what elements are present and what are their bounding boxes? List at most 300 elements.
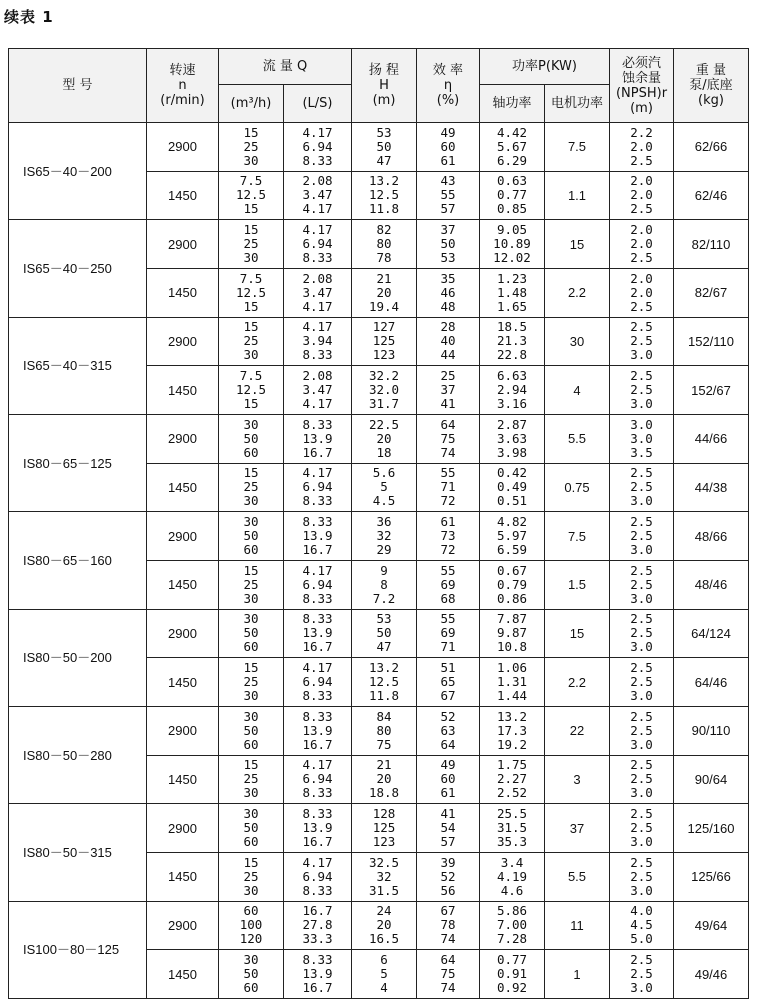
head-value: 32 xyxy=(376,528,392,544)
flow-m3h-value: 15 xyxy=(243,298,259,314)
npsh-value: 2.5 xyxy=(630,528,653,544)
flow-ls-value: 2.08 xyxy=(302,173,333,189)
flow-ls-value: 6.94 xyxy=(302,576,333,592)
motor-power-cell: 22 xyxy=(545,706,610,755)
head-value: 78 xyxy=(376,250,392,266)
flow-m3h-value: 50 xyxy=(243,966,259,982)
efficiency-value: 25 xyxy=(440,368,456,384)
efficiency-value: 49 xyxy=(440,124,456,140)
efficiency-cell xyxy=(417,268,480,317)
head-value: 29 xyxy=(376,542,392,558)
flow-ls-cell xyxy=(284,414,352,463)
efficiency-value: 64 xyxy=(440,736,456,752)
head-value: 13.2 xyxy=(368,660,400,676)
head-value: 8 xyxy=(380,576,388,592)
flow-ls-value: 3.47 xyxy=(302,187,333,203)
shaft-power-value: 2.87 xyxy=(496,416,528,432)
npsh-value: 2.5 xyxy=(630,562,653,578)
flow-m3h-value: 60 xyxy=(243,736,259,752)
head-value: 47 xyxy=(376,152,392,168)
head-value: 24 xyxy=(376,903,392,919)
shaft-power-cell xyxy=(480,804,545,853)
flow-m3h-value: 15 xyxy=(243,201,259,217)
npsh-value: 2.5 xyxy=(630,333,653,349)
weight-cell: 82/110 xyxy=(674,220,749,269)
motor-power-cell: 5.5 xyxy=(545,414,610,463)
shaft-power-value: 6.59 xyxy=(496,542,528,558)
header-npsh-line4: (m) xyxy=(630,100,653,116)
flow-m3h-value: 7.5 xyxy=(239,368,263,384)
flow-ls-value: 3.47 xyxy=(302,284,333,300)
npsh-cell xyxy=(610,414,674,463)
flow-ls-cell xyxy=(284,950,352,999)
head-value: 47 xyxy=(376,639,392,655)
head-cell xyxy=(352,512,417,561)
motor-power-cell: 7.5 xyxy=(545,512,610,561)
flow-m3h-value: 7.5 xyxy=(239,173,263,189)
flow-ls-value: 8.33 xyxy=(302,611,333,627)
efficiency-value: 69 xyxy=(440,625,456,641)
efficiency-value: 49 xyxy=(440,757,456,773)
efficiency-value: 54 xyxy=(440,820,456,836)
weight-cell: 152/67 xyxy=(674,366,749,415)
shaft-power-cell xyxy=(480,560,545,609)
shaft-power-cell xyxy=(480,414,545,463)
flow-ls-value: 6.94 xyxy=(302,674,333,690)
shaft-power-cell xyxy=(480,755,545,804)
shaft-power-value: 4.19 xyxy=(496,868,528,884)
flow-m3h-value: 50 xyxy=(243,722,259,738)
flow-ls-value: 16.7 xyxy=(302,542,333,558)
speed-cell: 1450 xyxy=(147,463,219,512)
table-row xyxy=(9,123,749,172)
flow-m3h-value: 7.5 xyxy=(239,270,263,286)
head-value: 123 xyxy=(372,834,396,850)
npsh-value: 4.0 xyxy=(630,903,653,919)
model-cell: IS80－50－315 xyxy=(9,804,147,901)
flow-m3h-cell xyxy=(219,220,284,269)
flow-ls-value: 33.3 xyxy=(302,931,333,947)
motor-power-cell: 2.2 xyxy=(545,268,610,317)
table-row xyxy=(9,804,749,853)
shaft-power-cell xyxy=(480,852,545,901)
flow-m3h-value: 60 xyxy=(243,903,259,919)
weight-cell: 82/67 xyxy=(674,268,749,317)
head-cell xyxy=(352,658,417,707)
shaft-power-value: 1.48 xyxy=(496,284,528,300)
head-value: 32.0 xyxy=(368,382,400,398)
flow-m3h-value: 30 xyxy=(243,152,259,168)
npsh-cell xyxy=(610,609,674,658)
header-motor-power: 电机功率 xyxy=(545,85,610,123)
head-value: 50 xyxy=(376,138,392,154)
npsh-cell xyxy=(610,123,674,172)
efficiency-value: 39 xyxy=(440,854,456,870)
shaft-power-cell xyxy=(480,609,545,658)
weight-cell: 49/64 xyxy=(674,901,749,950)
head-value: 9 xyxy=(380,562,388,578)
efficiency-value: 41 xyxy=(440,396,456,412)
npsh-value: 2.5 xyxy=(630,611,653,627)
head-cell xyxy=(352,171,417,220)
efficiency-cell xyxy=(417,463,480,512)
head-value: 32.5 xyxy=(368,854,400,870)
npsh-cell xyxy=(610,268,674,317)
head-cell xyxy=(352,366,417,415)
npsh-value: 2.0 xyxy=(630,236,653,252)
weight-cell: 48/66 xyxy=(674,512,749,561)
flow-m3h-value: 30 xyxy=(243,952,259,968)
efficiency-value: 75 xyxy=(440,430,456,446)
speed-cell: 2900 xyxy=(147,901,219,950)
shaft-power-value: 18.5 xyxy=(496,319,528,335)
head-value: 125 xyxy=(372,820,396,836)
flow-ls-cell xyxy=(284,901,352,950)
head-cell xyxy=(352,901,417,950)
head-cell xyxy=(352,317,417,366)
model-cell: IS65－40－200 xyxy=(9,123,147,220)
flow-ls-value: 8.33 xyxy=(302,514,333,530)
flow-ls-value: 13.9 xyxy=(302,430,333,446)
efficiency-value: 37 xyxy=(440,222,456,238)
flow-m3h-value: 15 xyxy=(243,396,259,412)
motor-power-cell: 0.75 xyxy=(545,463,610,512)
head-value: 53 xyxy=(376,611,392,627)
header-model: 型 号 xyxy=(9,49,147,123)
head-value: 11.8 xyxy=(368,688,400,704)
head-value: 20 xyxy=(376,771,392,787)
head-value: 12.5 xyxy=(368,674,400,690)
weight-cell: 44/38 xyxy=(674,463,749,512)
efficiency-value: 48 xyxy=(440,298,456,314)
efficiency-cell xyxy=(417,804,480,853)
flow-ls-value: 8.33 xyxy=(302,493,333,509)
head-value: 36 xyxy=(376,514,392,530)
speed-cell: 1450 xyxy=(147,560,219,609)
efficiency-cell xyxy=(417,220,480,269)
flow-ls-value: 8.33 xyxy=(302,152,333,168)
head-value: 20 xyxy=(376,917,392,933)
shaft-power-value: 19.2 xyxy=(496,736,528,752)
shaft-power-value: 7.87 xyxy=(496,611,528,627)
flow-m3h-value: 60 xyxy=(243,834,259,850)
flow-m3h-value: 30 xyxy=(243,882,259,898)
npsh-value: 2.5 xyxy=(630,368,653,384)
flow-m3h-value: 15 xyxy=(243,854,259,870)
weight-cell: 62/66 xyxy=(674,123,749,172)
shaft-power-value: 1.31 xyxy=(496,674,528,690)
shaft-power-value: 0.42 xyxy=(496,465,528,481)
efficiency-value: 61 xyxy=(440,785,456,801)
shaft-power-value: 12.02 xyxy=(493,250,531,266)
table-header xyxy=(9,49,749,123)
flow-ls-value: 16.7 xyxy=(302,980,333,996)
efficiency-value: 67 xyxy=(440,903,456,919)
flow-ls-value: 3.94 xyxy=(302,333,333,349)
efficiency-cell xyxy=(417,950,480,999)
shaft-power-value: 0.51 xyxy=(496,493,528,509)
npsh-value: 2.5 xyxy=(630,868,653,884)
npsh-value: 2.5 xyxy=(630,966,653,982)
weight-cell: 64/46 xyxy=(674,658,749,707)
npsh-value: 3.0 xyxy=(630,882,653,898)
shaft-power-cell xyxy=(480,171,545,220)
flow-m3h-value: 60 xyxy=(243,444,259,460)
table-row xyxy=(9,414,749,463)
header-flow-ls: (L/S) xyxy=(284,85,352,123)
npsh-value: 2.5 xyxy=(630,820,653,836)
head-value: 32.2 xyxy=(368,368,400,384)
flow-ls-value: 4.17 xyxy=(302,396,333,412)
flow-m3h-value: 12.5 xyxy=(235,284,267,300)
npsh-value: 3.0 xyxy=(630,639,653,655)
efficiency-value: 28 xyxy=(440,319,456,335)
shaft-power-value: 2.27 xyxy=(496,771,528,787)
flow-ls-cell xyxy=(284,220,352,269)
weight-cell: 125/66 xyxy=(674,852,749,901)
flow-m3h-value: 60 xyxy=(243,980,259,996)
shaft-power-cell xyxy=(480,901,545,950)
flow-ls-cell xyxy=(284,755,352,804)
flow-m3h-value: 30 xyxy=(243,611,259,627)
npsh-value: 2.5 xyxy=(630,250,653,266)
efficiency-value: 60 xyxy=(440,771,456,787)
flow-m3h-value: 12.5 xyxy=(235,187,267,203)
weight-cell: 49/46 xyxy=(674,950,749,999)
header-speed-line2: n xyxy=(178,78,187,93)
header-weight-line1: 重 量 xyxy=(695,63,727,78)
speed-cell: 2900 xyxy=(147,706,219,755)
flow-m3h-value: 25 xyxy=(243,771,259,787)
flow-m3h-value: 30 xyxy=(243,708,259,724)
flow-ls-value: 16.7 xyxy=(302,903,333,919)
flow-m3h-value: 30 xyxy=(243,785,259,801)
table-row xyxy=(9,609,749,658)
npsh-value: 2.5 xyxy=(630,298,653,314)
npsh-value: 2.5 xyxy=(630,757,653,773)
efficiency-value: 74 xyxy=(440,931,456,947)
speed-cell: 1450 xyxy=(147,950,219,999)
npsh-value: 2.5 xyxy=(630,201,653,217)
npsh-cell xyxy=(610,755,674,804)
npsh-value: 2.5 xyxy=(630,625,653,641)
flow-m3h-value: 12.5 xyxy=(235,382,267,398)
flow-ls-cell xyxy=(284,512,352,561)
flow-m3h-value: 50 xyxy=(243,528,259,544)
flow-m3h-value: 30 xyxy=(243,590,259,606)
head-value: 5 xyxy=(380,966,388,982)
model-cell: IS80－65－125 xyxy=(9,414,147,511)
head-value: 13.2 xyxy=(368,173,400,189)
flow-ls-cell xyxy=(284,560,352,609)
efficiency-cell xyxy=(417,901,480,950)
head-value: 80 xyxy=(376,722,392,738)
npsh-value: 2.0 xyxy=(630,138,653,154)
shaft-power-value: 2.94 xyxy=(496,382,528,398)
shaft-power-value: 25.5 xyxy=(496,806,528,822)
flow-m3h-value: 60 xyxy=(243,639,259,655)
flow-m3h-value: 25 xyxy=(243,236,259,252)
header-head-line1: 扬 程 xyxy=(368,63,400,78)
flow-ls-value: 4.17 xyxy=(302,562,333,578)
flow-m3h-value: 30 xyxy=(243,493,259,509)
head-value: 125 xyxy=(372,333,396,349)
efficiency-cell xyxy=(417,658,480,707)
speed-cell: 2900 xyxy=(147,609,219,658)
motor-power-cell: 11 xyxy=(545,901,610,950)
flow-ls-value: 4.17 xyxy=(302,465,333,481)
efficiency-cell xyxy=(417,366,480,415)
flow-ls-value: 8.33 xyxy=(302,416,333,432)
flow-m3h-value: 100 xyxy=(239,917,263,933)
efficiency-value: 50 xyxy=(440,236,456,252)
npsh-value: 3.5 xyxy=(630,444,653,460)
flow-m3h-value: 30 xyxy=(243,347,259,363)
efficiency-value: 65 xyxy=(440,674,456,690)
shaft-power-value: 13.2 xyxy=(496,708,528,724)
head-cell xyxy=(352,220,417,269)
motor-power-cell: 2.2 xyxy=(545,658,610,707)
npsh-value: 5.0 xyxy=(630,931,653,947)
npsh-value: 2.0 xyxy=(630,284,653,300)
efficiency-cell xyxy=(417,414,480,463)
efficiency-value: 55 xyxy=(440,465,456,481)
npsh-value: 3.0 xyxy=(630,347,653,363)
shaft-power-value: 2.52 xyxy=(496,785,528,801)
npsh-value: 2.5 xyxy=(630,465,653,481)
flow-m3h-cell xyxy=(219,463,284,512)
shaft-power-cell xyxy=(480,512,545,561)
head-cell xyxy=(352,706,417,755)
speed-cell: 2900 xyxy=(147,804,219,853)
speed-cell: 2900 xyxy=(147,414,219,463)
model-cell: IS80－65－160 xyxy=(9,512,147,609)
flow-m3h-value: 25 xyxy=(243,333,259,349)
flow-m3h-value: 15 xyxy=(243,319,259,335)
speed-cell: 1450 xyxy=(147,852,219,901)
header-weight-line2: 泵/底座 xyxy=(689,78,733,93)
flow-m3h-value: 25 xyxy=(243,576,259,592)
flow-ls-cell xyxy=(284,366,352,415)
efficiency-value: 69 xyxy=(440,576,456,592)
flow-m3h-cell xyxy=(219,414,284,463)
head-value: 12.5 xyxy=(368,187,400,203)
model-cell: IS80－50－200 xyxy=(9,609,147,706)
flow-m3h-cell xyxy=(219,609,284,658)
header-npsh-line1: 必须汽 xyxy=(621,55,661,71)
npsh-value: 2.5 xyxy=(630,722,653,738)
shaft-power-value: 0.92 xyxy=(496,980,528,996)
efficiency-cell xyxy=(417,755,480,804)
header-npsh-line3: (NPSH)r xyxy=(615,85,668,101)
flow-ls-value: 6.94 xyxy=(302,771,333,787)
table-row xyxy=(9,317,749,366)
table-row xyxy=(9,706,749,755)
npsh-value: 3.0 xyxy=(630,396,653,412)
flow-m3h-cell xyxy=(219,512,284,561)
efficiency-cell xyxy=(417,560,480,609)
head-value: 18.8 xyxy=(368,785,400,801)
npsh-value: 2.0 xyxy=(630,270,653,286)
shaft-power-value: 4.82 xyxy=(496,514,528,530)
shaft-power-value: 4.6 xyxy=(500,882,524,898)
weight-cell: 90/64 xyxy=(674,755,749,804)
head-cell xyxy=(352,804,417,853)
header-speed xyxy=(147,49,219,123)
efficiency-value: 68 xyxy=(440,590,456,606)
flow-m3h-value: 15 xyxy=(243,562,259,578)
motor-power-cell: 1.1 xyxy=(545,171,610,220)
efficiency-value: 35 xyxy=(440,270,456,286)
motor-power-cell: 1 xyxy=(545,950,610,999)
head-value: 19.4 xyxy=(368,298,400,314)
efficiency-value: 67 xyxy=(440,688,456,704)
npsh-cell xyxy=(610,463,674,512)
shaft-power-value: 0.49 xyxy=(496,479,528,495)
header-flow-m3h: (m³/h) xyxy=(219,85,284,123)
header-eff-line2: η xyxy=(443,78,453,93)
flow-ls-value: 8.33 xyxy=(302,250,333,266)
npsh-value: 3.0 xyxy=(630,785,653,801)
npsh-value: 2.5 xyxy=(630,708,653,724)
efficiency-value: 55 xyxy=(440,187,456,203)
efficiency-value: 61 xyxy=(440,514,456,530)
flow-ls-value: 16.7 xyxy=(302,639,333,655)
head-value: 11.8 xyxy=(368,201,400,217)
shaft-power-value: 3.63 xyxy=(496,430,528,446)
npsh-cell xyxy=(610,366,674,415)
model-cell: IS65－40－250 xyxy=(9,220,147,317)
motor-power-cell: 7.5 xyxy=(545,123,610,172)
shaft-power-value: 0.67 xyxy=(496,562,528,578)
head-cell xyxy=(352,414,417,463)
npsh-cell xyxy=(610,560,674,609)
shaft-power-value: 3.98 xyxy=(496,444,528,460)
shaft-power-cell xyxy=(480,366,545,415)
efficiency-value: 44 xyxy=(440,347,456,363)
head-cell xyxy=(352,268,417,317)
head-value: 16.5 xyxy=(368,931,400,947)
flow-m3h-value: 50 xyxy=(243,820,259,836)
flow-m3h-value: 30 xyxy=(243,416,259,432)
model-cell: IS100－80－125 xyxy=(9,901,147,999)
flow-ls-value: 16.7 xyxy=(302,444,333,460)
head-value: 53 xyxy=(376,124,392,140)
head-cell xyxy=(352,950,417,999)
shaft-power-cell xyxy=(480,123,545,172)
efficiency-cell xyxy=(417,123,480,172)
motor-power-cell: 4 xyxy=(545,366,610,415)
motor-power-cell: 15 xyxy=(545,609,610,658)
npsh-value: 3.0 xyxy=(630,590,653,606)
npsh-value: 2.5 xyxy=(630,319,653,335)
efficiency-value: 46 xyxy=(440,284,456,300)
shaft-power-value: 1.44 xyxy=(496,688,528,704)
head-value: 127 xyxy=(372,319,396,335)
flow-ls-value: 8.33 xyxy=(302,806,333,822)
head-value: 80 xyxy=(376,236,392,252)
npsh-value: 2.5 xyxy=(630,660,653,676)
flow-ls-cell xyxy=(284,463,352,512)
speed-cell: 1450 xyxy=(147,171,219,220)
flow-m3h-cell xyxy=(219,804,284,853)
npsh-value: 2.5 xyxy=(630,576,653,592)
npsh-value: 2.2 xyxy=(630,124,653,140)
head-value: 5 xyxy=(380,479,388,495)
flow-ls-value: 4.17 xyxy=(302,854,333,870)
shaft-power-value: 0.86 xyxy=(496,590,528,606)
flow-ls-value: 13.9 xyxy=(302,528,333,544)
